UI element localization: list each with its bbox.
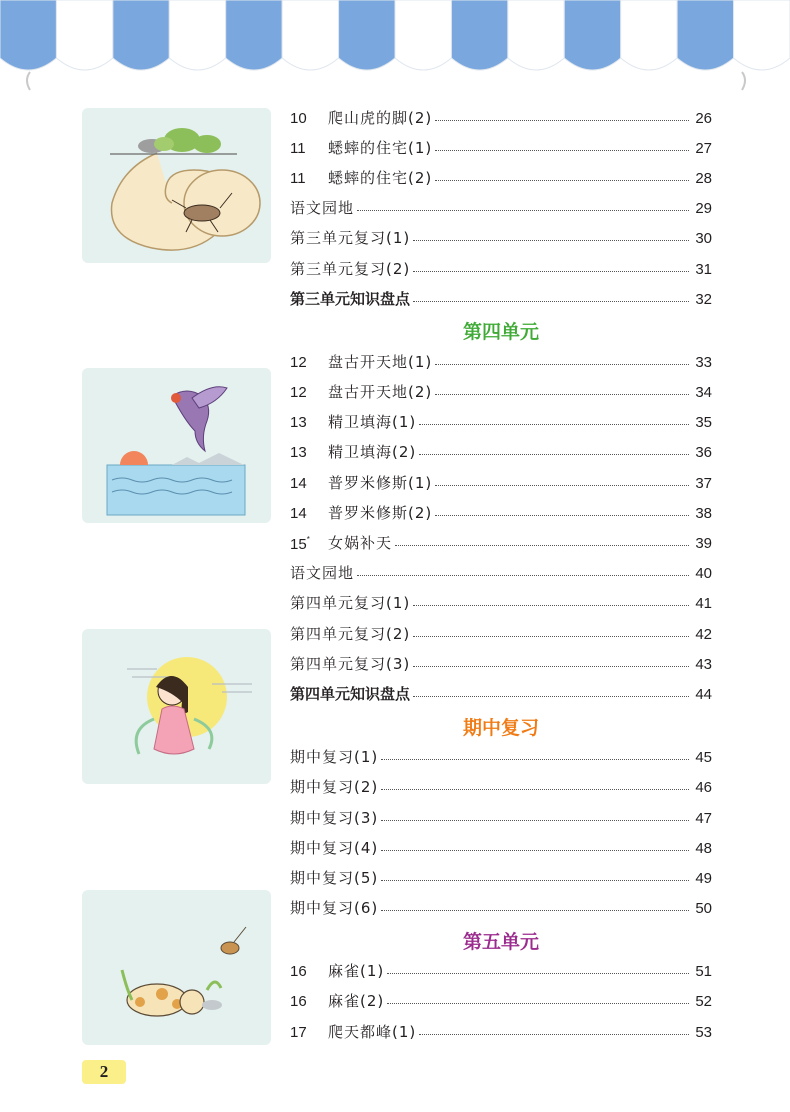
awning-stripe bbox=[339, 0, 395, 70]
toc-row[interactable] bbox=[290, 254, 712, 284]
toc-row[interactable] bbox=[290, 468, 712, 498]
lesson-number bbox=[290, 141, 328, 156]
lesson-number-text: 16 bbox=[290, 963, 307, 981]
toc-page-number: 41 bbox=[695, 595, 712, 613]
toc-title: 期中复习(4) bbox=[290, 838, 379, 857]
section-heading-unit4: 第四单元 bbox=[462, 321, 539, 344]
toc-title: 精卫填海(1) bbox=[328, 413, 417, 432]
toc-page-number: 38 bbox=[695, 504, 712, 522]
dot-leader bbox=[435, 119, 689, 121]
toc-row[interactable] bbox=[290, 894, 712, 924]
awning-stripe bbox=[56, 0, 112, 70]
toc-page-number: 46 bbox=[695, 779, 712, 797]
toc-title: 第四单元复习(1) bbox=[290, 594, 411, 613]
toc-row[interactable] bbox=[290, 408, 712, 438]
cricket-illustration bbox=[82, 108, 271, 263]
awning-stripe bbox=[0, 0, 56, 70]
awning-stripe bbox=[677, 0, 733, 70]
toc-row[interactable] bbox=[290, 679, 712, 709]
lesson-number-text: 12 bbox=[290, 353, 307, 371]
dog-sparrow-illustration bbox=[82, 890, 271, 1045]
dot-leader bbox=[435, 179, 689, 181]
toc-title: 女娲补天 bbox=[328, 534, 393, 553]
awning-stripe bbox=[113, 0, 169, 70]
toc-title: 期中复习(6) bbox=[290, 899, 379, 918]
lesson-number-text: 11 bbox=[290, 169, 306, 187]
toc-title: 盘古开天地(2) bbox=[328, 383, 433, 402]
toc-title: 普罗米修斯(1) bbox=[328, 473, 433, 492]
toc-page-number: 30 bbox=[695, 230, 712, 248]
nuwa-illustration bbox=[82, 629, 271, 784]
toc-row[interactable] bbox=[290, 163, 712, 193]
section-heading-midterm: 期中复习 bbox=[462, 716, 539, 739]
lesson-number bbox=[290, 964, 328, 979]
toc-page-number: 48 bbox=[695, 839, 712, 857]
dot-leader bbox=[413, 695, 689, 697]
lesson-number bbox=[290, 111, 328, 126]
awning-stripe bbox=[226, 0, 282, 70]
lesson-number-text: 14 bbox=[290, 504, 307, 522]
toc-page-number: 42 bbox=[695, 625, 712, 643]
toc-page-number: 36 bbox=[695, 444, 712, 462]
dot-leader bbox=[395, 544, 689, 546]
toc-page-number: 47 bbox=[695, 809, 712, 827]
lesson-number bbox=[290, 1025, 328, 1040]
toc-page-number: 40 bbox=[695, 565, 712, 583]
awning-stripe bbox=[282, 0, 338, 70]
awning-stripe bbox=[508, 0, 564, 70]
dot-leader bbox=[413, 665, 689, 667]
toc-title: 第三单元知识盘点 bbox=[290, 289, 411, 308]
awning-stripe bbox=[734, 0, 790, 70]
toc-row[interactable] bbox=[290, 619, 712, 649]
lesson-number bbox=[290, 476, 328, 491]
lesson-number-text: 10 bbox=[290, 109, 307, 127]
awning-stripe bbox=[169, 0, 225, 70]
lesson-number-text: 14 bbox=[290, 474, 307, 492]
lesson-number-text: 17 bbox=[290, 1023, 307, 1041]
toc-page-number: 52 bbox=[695, 993, 712, 1011]
dot-leader bbox=[435, 484, 689, 486]
toc-page-number: 27 bbox=[695, 139, 712, 157]
dot-leader bbox=[435, 363, 689, 365]
toc-title: 期中复习(1) bbox=[290, 748, 379, 767]
optional-lesson-mark: * bbox=[306, 534, 310, 544]
toc-page-number: 45 bbox=[695, 749, 712, 767]
lesson-number-text: 11 bbox=[290, 139, 306, 157]
toc-title: 盘古开天地(1) bbox=[328, 352, 433, 371]
dot-leader bbox=[419, 1033, 689, 1035]
bird-icon bbox=[171, 387, 227, 451]
toc-title: 麻雀(1) bbox=[328, 962, 385, 981]
toc-page-number: 28 bbox=[695, 169, 712, 187]
toc-page-number: 39 bbox=[695, 535, 712, 553]
toc-row[interactable] bbox=[290, 194, 712, 224]
toc-row[interactable] bbox=[290, 803, 712, 833]
toc-title: 第三单元复习(1) bbox=[290, 229, 411, 248]
dot-leader bbox=[419, 423, 689, 425]
dot-leader bbox=[413, 270, 689, 272]
toc-row[interactable] bbox=[290, 347, 712, 377]
dot-leader bbox=[435, 149, 689, 151]
awning-stripe bbox=[564, 0, 620, 70]
dot-leader bbox=[413, 635, 689, 637]
lesson-number bbox=[290, 994, 328, 1009]
jingwei-bird-illustration bbox=[82, 368, 271, 523]
toc-title: 第四单元复习(3) bbox=[290, 654, 411, 673]
lesson-number bbox=[290, 415, 328, 430]
toc-row[interactable] bbox=[290, 528, 712, 558]
lesson-number bbox=[290, 385, 328, 400]
toc-title: 蟋蟀的住宅(2) bbox=[328, 168, 433, 187]
toc-row[interactable] bbox=[290, 743, 712, 773]
lesson-number bbox=[290, 171, 328, 186]
toc-page-number: 26 bbox=[695, 109, 712, 127]
dot-leader bbox=[381, 909, 689, 911]
lesson-number-text: 13 bbox=[290, 414, 307, 432]
lesson-number bbox=[290, 506, 328, 521]
dot-leader bbox=[381, 849, 689, 851]
toc-page-number: 44 bbox=[695, 685, 712, 703]
dot-leader bbox=[381, 758, 689, 760]
lesson-number-text: 15 bbox=[290, 535, 307, 553]
dot-leader bbox=[381, 819, 689, 821]
toc-title: 精卫填海(2) bbox=[328, 443, 417, 462]
awning-header bbox=[0, 0, 790, 95]
toc-row[interactable] bbox=[290, 863, 712, 893]
lesson-number bbox=[290, 355, 328, 370]
lesson-number-text: 12 bbox=[290, 384, 307, 402]
toc-title: 期中复习(5) bbox=[290, 868, 379, 887]
lesson-number-text: 16 bbox=[290, 993, 307, 1011]
toc-title: 蟋蟀的住宅(1) bbox=[328, 138, 433, 157]
lesson-number bbox=[290, 445, 328, 460]
toc-row[interactable] bbox=[290, 133, 712, 163]
toc-page-number: 49 bbox=[695, 869, 712, 887]
toc-row[interactable] bbox=[290, 957, 712, 987]
toc-row[interactable] bbox=[290, 378, 712, 408]
toc-row[interactable] bbox=[290, 1017, 712, 1047]
toc-title: 语文园地 bbox=[290, 199, 355, 218]
awning-stripe bbox=[451, 0, 507, 70]
dot-leader bbox=[419, 453, 689, 455]
lesson-number bbox=[290, 536, 328, 552]
toc-title: 第三单元复习(2) bbox=[290, 259, 411, 278]
toc-row[interactable] bbox=[290, 987, 712, 1017]
page-number: 2 bbox=[82, 1060, 126, 1084]
toc-page-number: 35 bbox=[695, 414, 712, 432]
toc-title: 普罗米修斯(2) bbox=[328, 503, 433, 522]
toc-title: 第四单元复习(2) bbox=[290, 624, 411, 643]
awning-stripe bbox=[621, 0, 677, 70]
dot-leader bbox=[387, 972, 689, 974]
toc-title: 期中复习(3) bbox=[290, 808, 379, 827]
dot-leader bbox=[435, 393, 689, 395]
toc-page-number: 51 bbox=[695, 963, 712, 981]
toc-title: 第四单元知识盘点 bbox=[290, 684, 411, 703]
toc-page-number: 50 bbox=[695, 900, 712, 918]
toc-row[interactable] bbox=[290, 649, 712, 679]
toc-row[interactable] bbox=[290, 559, 712, 589]
lesson-number-text: 13 bbox=[290, 444, 307, 462]
toc-row[interactable] bbox=[290, 498, 712, 528]
toc-row[interactable] bbox=[290, 773, 712, 803]
toc-row[interactable] bbox=[290, 284, 712, 314]
toc-title: 期中复习(2) bbox=[290, 778, 379, 797]
toc-title: 爬天都峰(1) bbox=[328, 1022, 417, 1041]
section-heading-unit5: 第五单元 bbox=[462, 930, 539, 953]
toc-row[interactable] bbox=[290, 833, 712, 863]
dot-leader bbox=[413, 604, 689, 606]
sparrow-icon bbox=[221, 927, 246, 954]
toc-page-number: 33 bbox=[695, 353, 712, 371]
toc-row[interactable] bbox=[290, 224, 712, 254]
dot-leader bbox=[387, 1002, 689, 1004]
toc-page-number: 53 bbox=[695, 1023, 712, 1041]
dot-leader bbox=[381, 788, 689, 790]
toc-page-number: 37 bbox=[695, 474, 712, 492]
toc-title: 麻雀(2) bbox=[328, 992, 385, 1011]
awning-stripe bbox=[395, 0, 451, 70]
dot-leader bbox=[357, 574, 689, 576]
toc-row[interactable] bbox=[290, 589, 712, 619]
toc-row[interactable] bbox=[290, 103, 712, 133]
toc-page-number: 43 bbox=[695, 655, 712, 673]
table-of-contents bbox=[290, 103, 712, 1047]
toc-title: 语文园地 bbox=[290, 564, 355, 583]
toc-page-number: 32 bbox=[695, 290, 712, 308]
toc-row[interactable] bbox=[290, 438, 712, 468]
toc-page-number: 34 bbox=[695, 384, 712, 402]
dot-leader bbox=[435, 514, 689, 516]
dot-leader bbox=[413, 239, 689, 241]
toc-title: 爬山虎的脚(2) bbox=[328, 108, 433, 127]
dot-leader bbox=[357, 209, 689, 211]
dot-leader bbox=[381, 879, 689, 881]
dot-leader bbox=[413, 300, 689, 302]
toc-page-number: 31 bbox=[695, 260, 712, 278]
toc-page-number: 29 bbox=[695, 200, 712, 218]
